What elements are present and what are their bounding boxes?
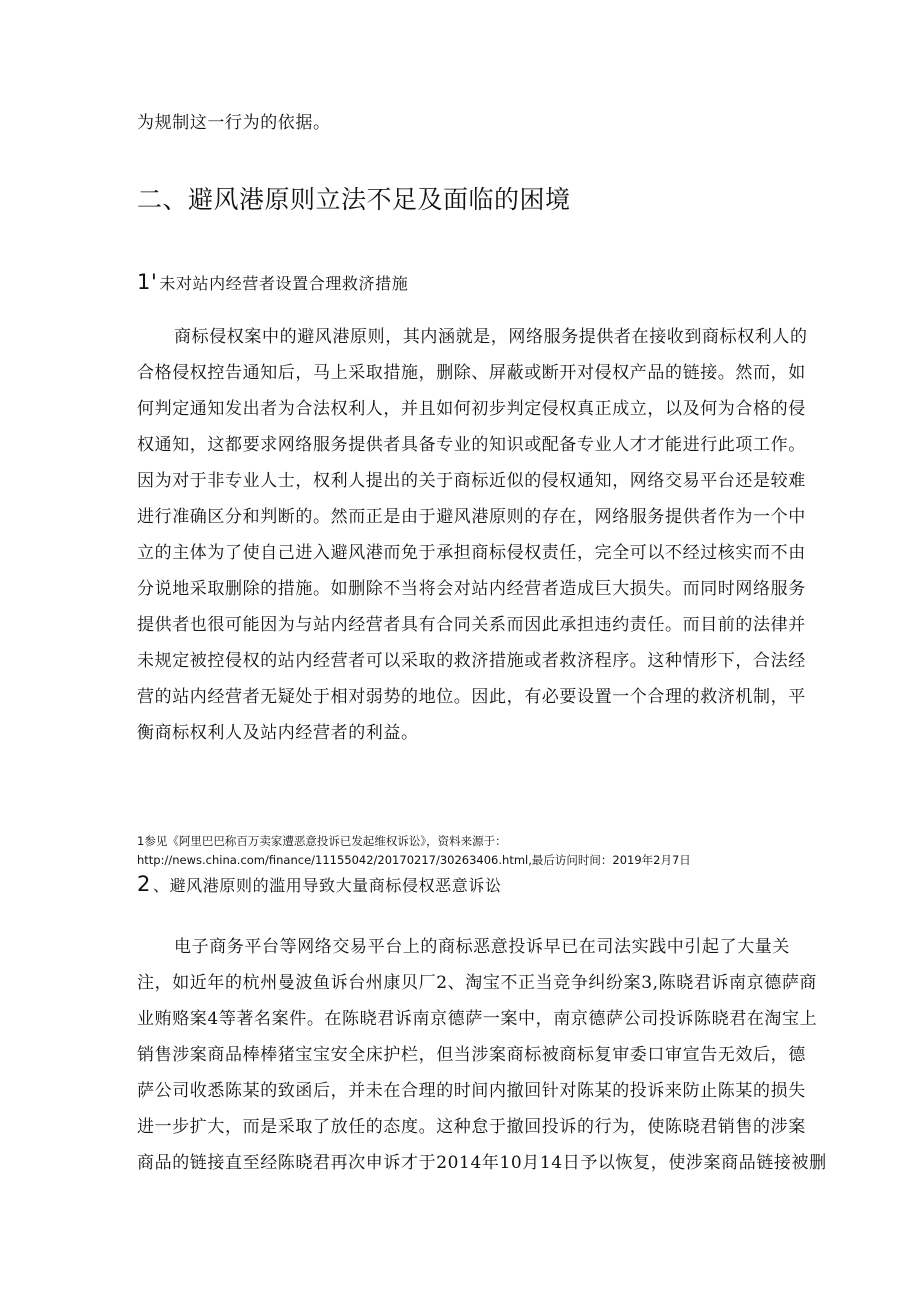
para2-line: 商品的链接直至经陈晓君再次申诉才于2014年10月14日予以恢复，使涉案商品链接被删 — [137, 1153, 827, 1173]
subsection-2-heading — [137, 872, 502, 898]
para1-line: 进行准确区分和判断的。然而正是由于避风港原则的存在，网络服务提供者作为一个中 — [137, 507, 806, 527]
para2-line: 电子商务平台等网络交易平台上的商标恶意投诉早已在司法实践中引起了大量关 — [174, 937, 790, 957]
footnote-line-1: 1参见《阿里巴巴称百万卖家遭恶意投诉已发起维权诉讼》，资料来源于： — [137, 834, 507, 848]
para1-line: 分说地采取删除的措施。如删除不当将会对站内经营者造成巨大损失。而同时网络服务 — [137, 579, 806, 599]
para1-line: 立的主体为了使自己进入避风港而免于承担商标侵权责任，完全可以不经过核实而不由 — [137, 543, 806, 563]
subsection-1-heading — [137, 270, 408, 296]
para1-line: 衡商标权利人及站内经营者的利益。 — [137, 723, 419, 743]
para1-line: 未规定被控侵权的站内经营者可以采取的救济措施或者救济程序。这种情形下，合法经 — [137, 651, 806, 671]
footnote-line-2: http://news.china.com/finance/11155042/20170217/30263406.html,最后访问时间：2019年2月7日 — [137, 853, 691, 867]
continuation-text: 为规制这一行为的依据。 — [137, 113, 331, 133]
para2-line: 进一步扩大，而是采取了放任的态度。这种怠于撤回投诉的行为，使陈晓君销售的涉案 — [137, 1117, 806, 1137]
para2-line: 注，如近年的杭州曼波鱼诉台州康贝厂2、淘宝不正当竞争纠纷案3,陈晓君诉南京德萨商 — [137, 973, 818, 993]
section-heading: 二、避风港原则立法不足及面临的困境 — [137, 185, 571, 214]
para2-line: 萨公司收悉陈某的致函后，并未在合理的时间内撤回针对陈某的投诉来防止陈某的损失 — [137, 1081, 806, 1101]
subsection-2-number: 2 — [137, 872, 151, 896]
para2-line: 销售涉案商品棒棒猪宝宝安全床护栏，但当涉案商标被商标复审委口审宣告无效后，德 — [137, 1045, 806, 1065]
para1-line: 营的站内经营者无疑处于相对弱势的地位。因此，有必要设置一个合理的救济机制，平 — [137, 687, 806, 707]
para1-line: 权通知，这都要求网络服务提供者具备专业的知识或配备专业人才才能进行此项工作。 — [137, 435, 806, 455]
para1-line: 因为对于非专业人士，权利人提出的关于商标近似的侵权通知，网络交易平台还是较难 — [137, 471, 806, 491]
para2-line: 业贿赂案4等著名案件。在陈晓君诉南京德萨一案中，南京德萨公司投诉陈晓君在淘宝上 — [137, 1009, 818, 1029]
subsection-2-title: 、避风港原则的滥用导致大量商标侵权恶意诉讼 — [152, 876, 502, 895]
subsection-1-number: 1' — [137, 270, 158, 294]
para1-line: 合格侵权控告通知后，马上采取措施，删除、屏蔽或断开对侵权产品的链接。然而，如 — [137, 363, 806, 383]
para1-line: 提供者也很可能因为与站内经营者具有合同关系而因此承担违约责任。而目前的法律并 — [137, 615, 806, 635]
para1-line: 商标侵权案中的避风港原则，其内涵就是，网络服务提供者在接收到商标权利人的 — [174, 327, 808, 347]
para1-line: 何判定通知发出者为合法权利人，并且如何初步判定侵权真正成立，以及何为合格的侵 — [137, 399, 806, 419]
subsection-1-title: 未对站内经营者设置合理救济措施 — [159, 274, 409, 293]
